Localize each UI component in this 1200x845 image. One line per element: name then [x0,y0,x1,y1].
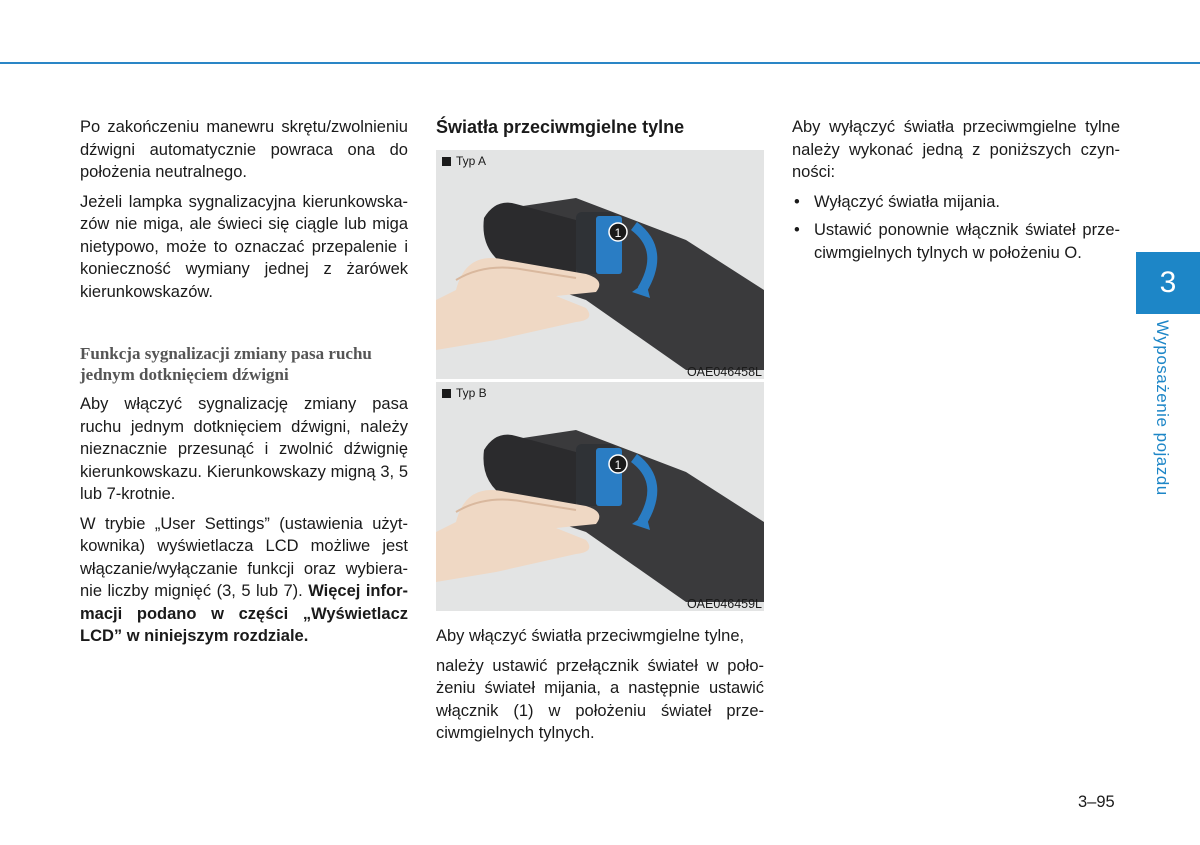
square-bullet-icon [442,157,451,166]
marker-1-b: 1 [614,458,622,472]
figure-label-b [436,382,764,400]
paragraph-release-lever: Po zakończeniu manewru skrętu/zwolnieniu dźwigni automatycznie powraca ona do położenia neutralnego. [80,118,408,181]
page-number: 3–95 [1078,793,1115,811]
column-left [80,116,408,655]
figure-type-a [436,150,764,379]
section-title-rear-fog: Światła przeciwmgielne tylne [436,117,685,137]
figure-label-b-text: Typ B [456,386,487,400]
chapter-tab: 3 [1136,252,1200,314]
figure-code-b: OAE046459L [686,597,762,611]
paragraph-user-settings-bold: Więcej infor-macji podano w części „Wyświetlacz LCD” w niniejszym rozdziale. [80,582,408,645]
list-item: • Wyłączyć światła mijania. [792,191,1120,214]
list-item: • Ustawić ponownie włącznik świateł prze-ciwmgielnych tylnych w położeniu O. [792,219,1120,264]
stalk-illustration-a [436,170,764,370]
paragraph-fog-instructions: należy ustawić przełącznik świateł w poło-żeniu świateł mijania, a następnie ustawić włącznik (1) w położeniu świateł prze-ciwmgielnych tylnych. [436,656,764,742]
figure-label-a-text: Typ A [456,154,487,168]
paragraph-lane-change: Aby włączyć sygnalizację zmiany pasa ruchu jednym dotknięciem dźwigni, należy nieznacznie przesunąć i zwolnić dźwignię kierunkowskazu. Kierunkowskazy migną 3, 5 lub 7-krotnie. [80,395,408,503]
marker-1-a: 1 [614,226,622,240]
paragraph-user-settings [80,513,408,648]
chapter-label-text: Wyposażenie pojazdu [1153,320,1172,496]
top-rule [0,62,1200,64]
figure-type-b [436,382,764,611]
chapter-label-vertical [1150,320,1180,500]
bullet-list [792,191,1120,265]
figure-label-a [436,150,764,168]
paragraph-disable-fog: Aby wyłączyć światła przeciwmgielne tylne należy wykonać jedną z poniższych czyn-ności: [792,118,1120,181]
square-bullet-icon [442,389,451,398]
figure-code-a: OAE046458L [686,365,762,379]
paragraph-enable-fog: Aby włączyć światła przeciwmgielne tylne, [436,627,745,645]
section-heading-lane-change: Funkcja sygnalizacji zmiany pasa ruchu jednym dotknięciem dźwigni [80,344,372,384]
column-middle [436,116,764,752]
column-right [792,116,1120,270]
paragraph-indicator-warning: Jeżeli lampka sygnalizacyjna kierunkowska-zów nie miga, ale świeci się ciągle lub miga nietypowo, może to oznaczać przepalenie i konieczność wymiany jednej z żarówek kierunkowskazów. [80,192,408,301]
paragraph-user-settings-text: W trybie „User Settings” (ustawienia użyt-kownika) wyświetlacza LCD możliwe jest włączanie/wyłączanie funkcji oraz wybiera-nie liczby mignięć (3, 5 lub 7). [80,514,408,600]
stalk-illustration-b [436,402,764,602]
